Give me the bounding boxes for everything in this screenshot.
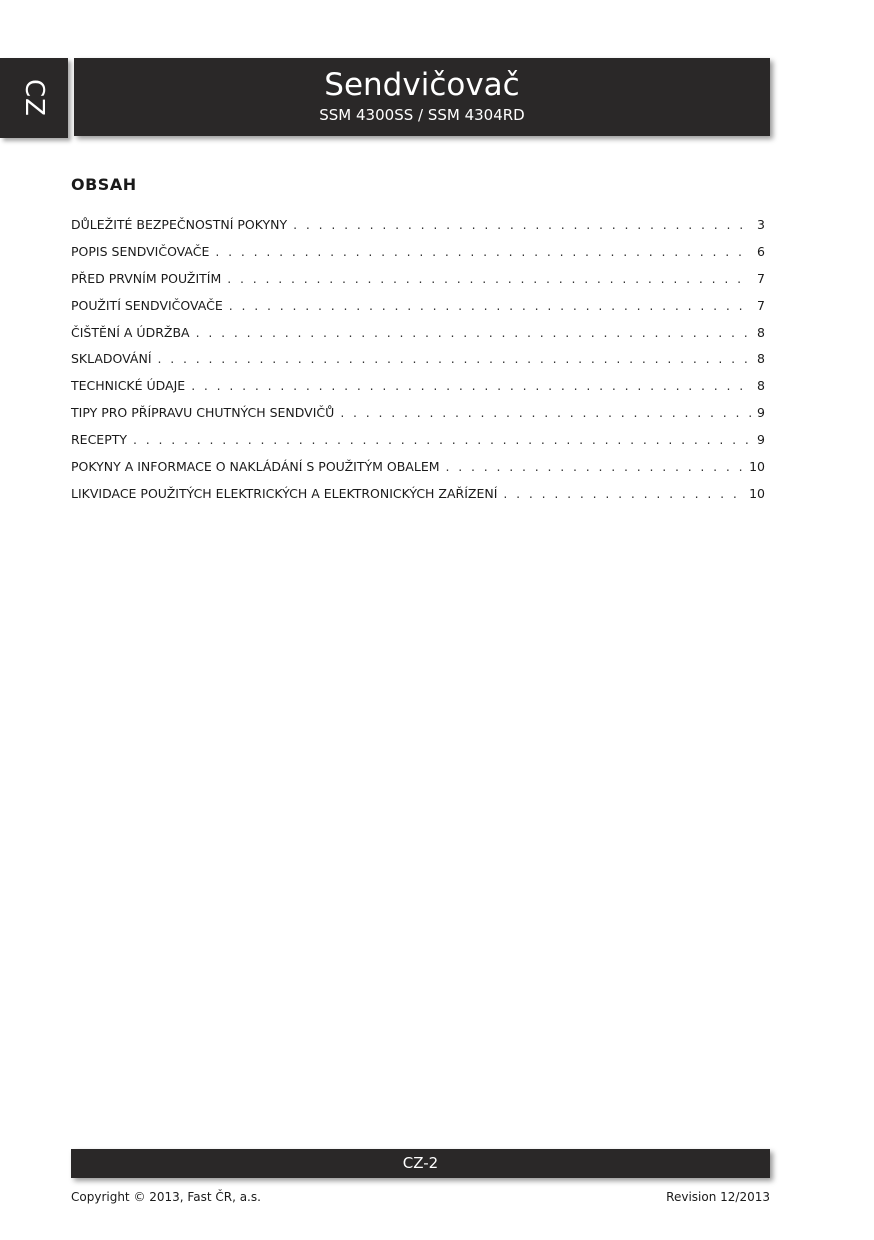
toc-entry-page: 9	[757, 405, 765, 421]
toc-entry[interactable]	[71, 325, 765, 352]
toc-entry[interactable]	[71, 351, 765, 378]
toc-entry-label: ČIŠTĚNÍ A ÚDRŽBA	[71, 324, 190, 340]
toc-leader-dots	[196, 325, 751, 340]
revision-text: Revision 12/2013	[666, 1190, 770, 1204]
toc-entry[interactable]	[71, 298, 765, 325]
toc-entry[interactable]	[71, 271, 765, 298]
page-number: CZ-2	[402, 1154, 439, 1172]
toc-entry-label: POUŽITÍ SENDVIČOVAČE	[71, 297, 223, 313]
copyright-text: Copyright © 2013, Fast ČR, a.s.	[71, 1190, 261, 1204]
footer-page-bar	[71, 1149, 770, 1178]
toc-entry-page: 6	[757, 243, 765, 259]
toc-entry-page: 8	[757, 351, 765, 367]
toc-entry-page: 8	[757, 324, 765, 340]
toc-entry[interactable]	[71, 459, 765, 486]
table-of-contents	[71, 217, 765, 513]
toc-entry-page: 7	[757, 270, 765, 286]
toc-leader-dots	[293, 217, 751, 232]
toc-entry-label: TIPY PRO PŘÍPRAVU CHUTNÝCH SENDVIČŮ	[71, 405, 335, 421]
toc-entry-label: DŮLEŽITÉ BEZPEČNOSTNÍ POKYNY	[71, 217, 288, 232]
header-bar	[74, 58, 770, 136]
toc-entry[interactable]	[71, 244, 765, 271]
toc-entry-page: 3	[757, 217, 765, 232]
toc-entry[interactable]	[71, 486, 765, 513]
document-title: Sendvičovač	[324, 67, 520, 103]
toc-entry-label: LIKVIDACE POUŽITÝCH ELEKTRICKÝCH A ELEKTRONICKÝCH ZAŘÍZENÍ	[71, 485, 498, 501]
toc-entry-page: 8	[757, 378, 765, 394]
toc-entry[interactable]	[71, 378, 765, 405]
toc-leader-dots	[229, 298, 751, 313]
toc-entry[interactable]	[71, 405, 765, 432]
toc-entry-label: TECHNICKÉ ÚDAJE	[71, 378, 186, 394]
toc-entry-page: 7	[757, 297, 765, 313]
toc-leader-dots	[158, 351, 752, 366]
toc-entry-label: SKLADOVÁNÍ	[71, 351, 152, 367]
toc-heading: OBSAH	[71, 175, 137, 194]
toc-entry-label: PŘED PRVNÍM POUŽITÍM	[71, 270, 222, 286]
toc-entry[interactable]	[71, 217, 765, 244]
toc-leader-dots	[503, 486, 743, 501]
toc-leader-dots	[215, 244, 751, 259]
toc-leader-dots	[191, 378, 751, 393]
toc-entry-page: 10	[749, 459, 765, 475]
toc-entry-page: 10	[749, 485, 765, 501]
toc-entry-page: 9	[757, 432, 765, 448]
document-subtitle: SSM 4300SS / SSM 4304RD	[319, 106, 525, 124]
toc-leader-dots	[340, 405, 751, 420]
toc-leader-dots	[446, 459, 744, 474]
footer-info	[71, 1190, 770, 1204]
toc-leader-dots	[227, 271, 751, 286]
toc-entry-label: RECEPTY	[71, 432, 128, 448]
toc-entry-label: POKYNY A INFORMACE O NAKLÁDÁNÍ S POUŽITÝM OBALEM	[71, 459, 440, 475]
toc-entry-label: POPIS SENDVIČOVAČE	[71, 243, 210, 259]
toc-leader-dots	[133, 432, 751, 447]
toc-entry[interactable]	[71, 432, 765, 459]
language-code: CZ	[19, 79, 49, 117]
language-tab	[0, 58, 68, 138]
